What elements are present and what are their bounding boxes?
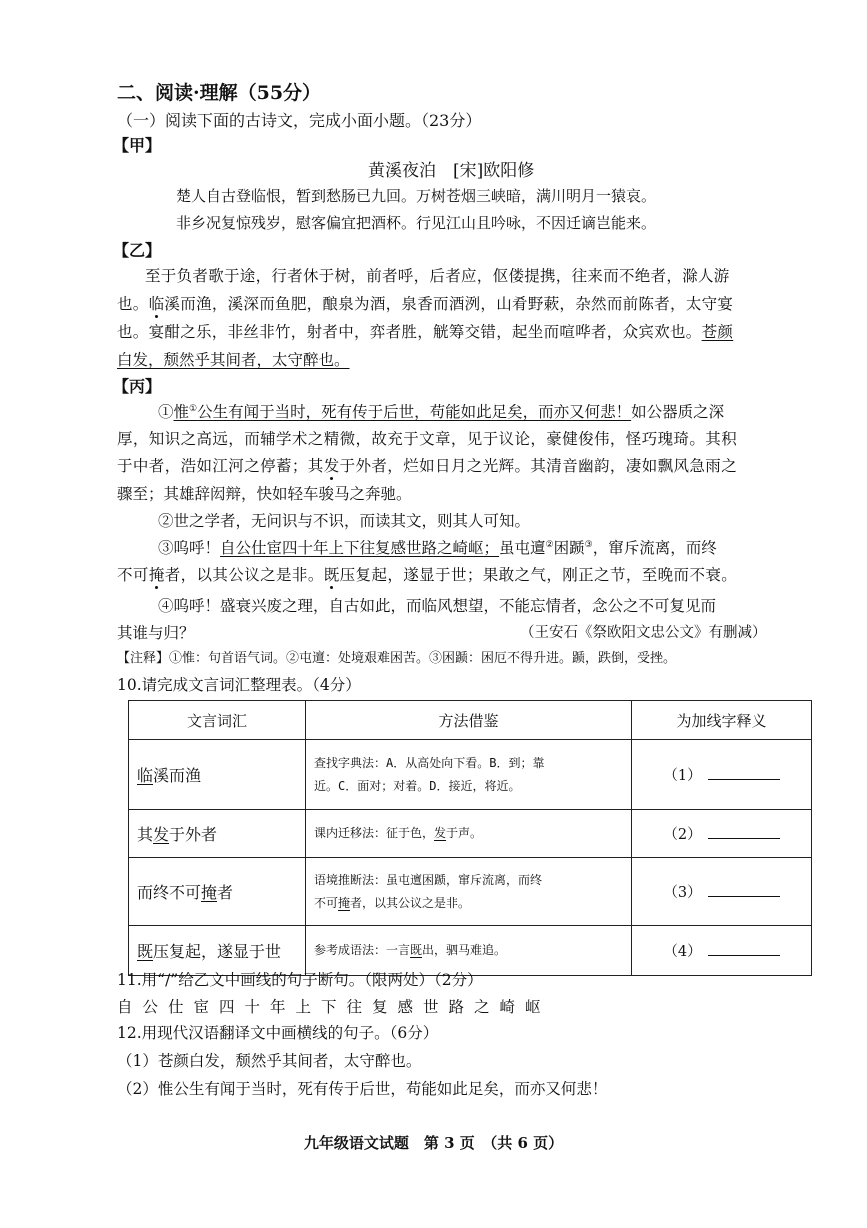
- method-cell: [306, 926, 632, 976]
- poem-line: 非乡况复惊残岁，慰客偏宜把酒杯。行见江山且吟咏，不因迁谪岂能来。: [176, 214, 657, 232]
- bing-text: 虽屯邅: [499, 539, 546, 557]
- bing-text: ③呜呼！: [158, 539, 221, 557]
- bing-text: 压复起，遂显于世；果敢之气，刚正之节，至晚而不衰。: [339, 566, 738, 584]
- vocab-word: [129, 926, 306, 976]
- method-text: [314, 892, 623, 915]
- underlined-char: 既: [137, 942, 154, 961]
- method-text: 语境推断法：虽屯邅困踬，窜斥流离，而终: [314, 872, 543, 887]
- answer-blank[interactable]: [708, 824, 780, 839]
- method-text: 查找字典法：A．从高处向下看。B．到；靠: [314, 755, 545, 770]
- yi-text: 也。宴酣之乐，非丝非竹，射者中，弈者胜，觥筹交错，起坐而喧哗者，众宾欢也。: [117, 323, 702, 341]
- underlined-char: 临: [137, 766, 154, 785]
- part-bing-label: 【丙】: [113, 377, 162, 396]
- table-header: 文言词汇: [129, 701, 306, 740]
- answer-cell: [632, 810, 812, 858]
- vocab-word-text: 者: [217, 883, 234, 902]
- yi-text: 也。: [117, 295, 149, 313]
- underlined-text: 惟: [173, 403, 190, 421]
- method-cell: [306, 810, 632, 858]
- method-text: 参考成语法：一言: [314, 943, 411, 958]
- dotted-char: 临: [148, 295, 165, 313]
- answer-blank[interactable]: [708, 765, 780, 780]
- yi-text-line: [117, 353, 350, 369]
- question-11-sentence: 自公仕宦四十年上下往复感世路之崎岖: [117, 998, 551, 1016]
- bing-text-line: ④呜呼！盛衰兴废之理，自古如此，而临风想望，不能忘情者，念公之不可复见而: [158, 597, 717, 615]
- method-text: 者，以其公议之是非。: [350, 895, 471, 910]
- answer-blank[interactable]: [708, 882, 780, 897]
- source-citation: （王安石《祭欧阳文忠公文》有删减）: [520, 625, 767, 641]
- vocab-word: [129, 810, 306, 858]
- footnote-mark: ③: [584, 540, 593, 550]
- underlined-char: 掩: [201, 883, 218, 902]
- section-heading: 二、阅读·理解（55分）: [117, 82, 322, 104]
- answer-number: （3）: [663, 885, 702, 901]
- bing-text-line: [117, 459, 737, 475]
- bing-text: 于中者，浩如江河之停蓄；其: [117, 457, 324, 475]
- method-cell: [306, 858, 632, 926]
- table-header-row: [129, 701, 812, 740]
- answer-cell: [632, 858, 812, 926]
- part-jia-label: 【甲】: [113, 136, 162, 155]
- bing-text-line: ②世之学者，无问识与不识，而读其文，则其人可知。: [158, 512, 531, 530]
- yi-text-line: [117, 325, 733, 341]
- yi-text-line: 至于负者歌于途，行者休于树，前者呼，后者应，伛偻提携，往来而不绝者，滁人游: [145, 267, 730, 285]
- vocab-word: [129, 740, 306, 810]
- bing-text: 于外者，烂如日月之光辉。其清音幽韵，凄如飘风急雨之: [339, 457, 738, 475]
- bing-text: 者，以其公议之是非。: [164, 566, 324, 584]
- part-yi-label: 【乙】: [113, 241, 162, 260]
- paragraph-number: ①: [158, 403, 174, 421]
- dotted-char: 掩: [148, 566, 165, 584]
- question-12-prompt: 12.用现代汉语翻译文中画横线的句子。（6分）: [117, 1024, 439, 1042]
- underlined-char: 发: [434, 826, 447, 841]
- method-text: 近。C．面对；对着。D．接近，将近。: [314, 778, 521, 793]
- table-row: [129, 858, 812, 926]
- bing-text-line: [158, 541, 717, 557]
- question-10-prompt: 10.请完成文言词汇整理表。（4分）: [117, 676, 361, 694]
- method-text: 出，驷马难追。: [422, 943, 507, 958]
- vocab-word-text: 压复起，遂显于世: [153, 942, 282, 961]
- footnote-mark: ②: [545, 540, 554, 550]
- underlined-text: 公生有闻于当时，死有传于后世，苟能如此足矣，而亦又何悲！: [197, 403, 632, 421]
- bing-text-line: 厚，知识之高远，而辅学术之精微，故充于文章，见于议论，豪健俊伟，怪巧瑰琦。其积: [117, 430, 738, 448]
- answer-cell: [632, 926, 812, 976]
- bing-text-line: [158, 405, 724, 421]
- method-text: 于声。: [446, 826, 483, 841]
- bing-text-line: 骤至；其雄辞闳辩，快如轻车骏马之奔驰。: [117, 485, 412, 503]
- underlined-char: 发: [153, 825, 170, 844]
- method-cell: [306, 740, 632, 810]
- poem-line: 楚人自古登临恨，暂到愁肠已九回。万树苍烟三峡暗，满川明月一猿哀。: [176, 187, 657, 205]
- underlined-sentence: 苍颜: [701, 323, 734, 341]
- answer-number: （1）: [663, 768, 702, 784]
- underlined-sentence: 自公仕宦四十年上下往复感世路之崎岖；: [220, 539, 500, 557]
- annotation-note: 【注释】①惟：句首语气词。②屯邅：处境艰难困苦。③困踬：困厄不得升进。踬，跌倒，受挫。: [117, 651, 677, 666]
- underlined-char: 既: [410, 943, 423, 958]
- bing-text: 如公器质之深: [631, 403, 725, 421]
- table-row: [129, 810, 812, 858]
- underlined-sentence: 白发，颓然乎其间者，太守醉也。: [117, 351, 350, 369]
- answer-number: （2）: [663, 827, 702, 843]
- bing-text: 不可: [117, 566, 149, 584]
- vocab-word-text: 于外者: [169, 825, 218, 844]
- answer-cell: [632, 740, 812, 810]
- underlined-sentence: [174, 403, 632, 421]
- method-text: 不可: [314, 895, 339, 910]
- dotted-char: 既: [323, 566, 340, 584]
- table-header: 为加线字释义: [632, 701, 812, 740]
- method-text: 课内迁移法：征于色，: [314, 826, 435, 841]
- subsection-heading: （一）阅读下面的古诗文，完成小面小题。（23分）: [117, 111, 482, 130]
- answer-blank[interactable]: [708, 941, 780, 956]
- page-footer: 九年级语文试题 第 3 页 （共 6 页）: [303, 1134, 564, 1152]
- bing-text-line: 其谁与归？: [117, 624, 195, 642]
- question-12-item: （2）惟公生有闻于当时，死有传于后世，苟能如此足矣，而亦又何悲！: [117, 1080, 608, 1098]
- vocab-word: [129, 858, 306, 926]
- vocabulary-table: [128, 700, 812, 976]
- poem-title: 黄溪夜泊 [宋]欧阳修: [368, 161, 535, 181]
- underlined-char: 掩: [338, 895, 351, 910]
- bing-text-line: [117, 568, 737, 584]
- bing-text: ，窜斥流离，而终: [592, 539, 717, 557]
- table-row: [129, 740, 812, 810]
- question-11-prompt: 11.用“/”给乙文中画线的句子断句。（限两处）（2分）: [117, 971, 483, 989]
- dotted-char: 发: [323, 457, 340, 475]
- vocab-word-text: 其: [137, 825, 154, 844]
- footnote-mark: ①: [189, 404, 198, 414]
- bing-text: 困踬: [553, 539, 585, 557]
- table-row: [129, 926, 812, 976]
- answer-number: （4）: [663, 944, 702, 960]
- table-header: 方法借鉴: [306, 701, 632, 740]
- yi-text: 溪而渔，溪深而鱼肥，酿泉为酒，泉香而酒洌，山肴野蔌，杂然而前陈者，太守宴: [164, 295, 734, 313]
- yi-text-line: [117, 297, 733, 313]
- question-12-item: （1）苍颜白发，颓然乎其间者，太守醉也。: [117, 1052, 422, 1070]
- vocab-word-text: 而终不可: [137, 883, 202, 902]
- vocab-word-text: 溪而渔: [153, 766, 202, 785]
